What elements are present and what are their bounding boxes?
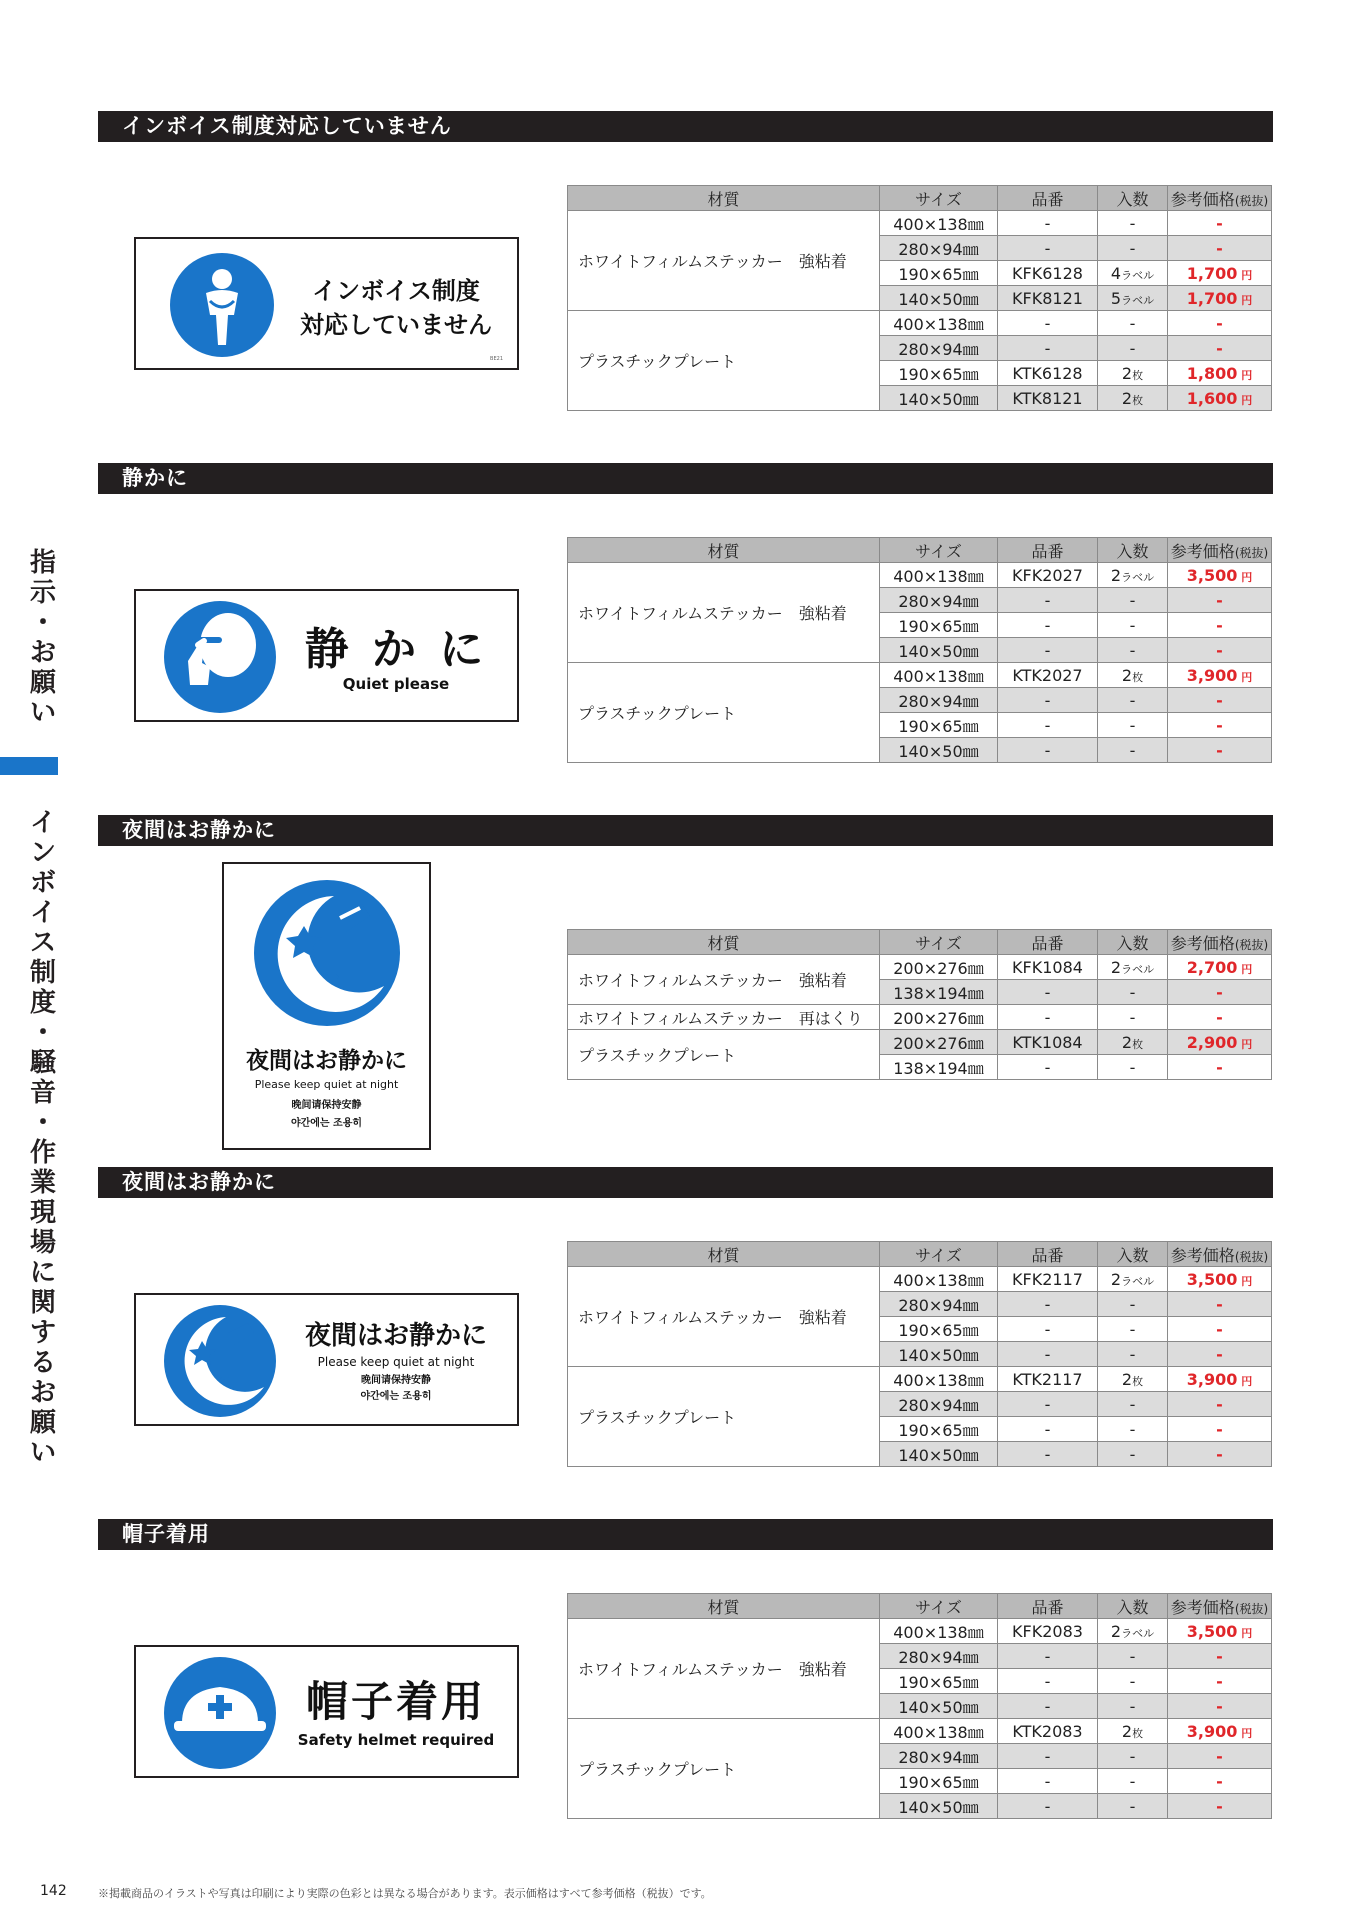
price-cell: 1,800 円 xyxy=(1168,361,1272,386)
side-label-char: ボ xyxy=(29,868,56,898)
sign-line1: インボイス制度 xyxy=(312,277,480,305)
size-cell: 280×94㎜ xyxy=(880,1392,998,1417)
price-cell: - xyxy=(1168,1694,1272,1719)
header-size: サイズ xyxy=(880,1594,998,1619)
quantity-cell: - xyxy=(1098,1744,1168,1769)
quantity-cell: - xyxy=(1098,1694,1168,1719)
quantity-cell: 2枚 xyxy=(1098,361,1168,386)
material-cell: ホワイトフィルムステッカー 強粘着 xyxy=(568,1267,880,1367)
part-number-cell: - xyxy=(998,311,1098,336)
size-cell: 140×50㎜ xyxy=(880,1342,998,1367)
part-number-cell: - xyxy=(998,336,1098,361)
size-cell: 138×194㎜ xyxy=(880,980,998,1005)
price-cell: - xyxy=(1168,211,1272,236)
quantity-cell: - xyxy=(1098,1317,1168,1342)
price-table-helmet xyxy=(567,1593,1272,1819)
section-title-helmet: 帽子着用 xyxy=(98,1519,1273,1550)
sign-line4: 야간에는 조용히 xyxy=(360,1391,432,1402)
side-label-char: ン xyxy=(29,838,56,868)
part-number-cell: - xyxy=(998,236,1098,261)
quantity-cell: 2ラベル xyxy=(1098,563,1168,588)
size-cell: 280×94㎜ xyxy=(880,236,998,261)
side-label-char: イ xyxy=(29,898,56,928)
sign-line1: 静 か に xyxy=(304,624,488,675)
part-number-cell: - xyxy=(998,211,1098,236)
price-cell: - xyxy=(1168,336,1272,361)
size-cell: 190×65㎜ xyxy=(880,713,998,738)
header-quantity: 入数 xyxy=(1098,186,1168,211)
size-cell: 400×138㎜ xyxy=(880,1719,998,1744)
quantity-cell: - xyxy=(1098,613,1168,638)
price-cell: - xyxy=(1168,980,1272,1005)
price-table-invoice xyxy=(567,185,1272,411)
quantity-cell: - xyxy=(1098,1644,1168,1669)
side-label-char: 指 xyxy=(29,548,56,578)
side-label-char: 願 xyxy=(29,668,56,698)
quantity-cell: - xyxy=(1098,211,1168,236)
quantity-cell: - xyxy=(1098,738,1168,763)
side-label-char: 場 xyxy=(29,1228,56,1258)
sign-line2: Quiet please xyxy=(342,675,450,693)
side-label-top xyxy=(28,548,58,728)
quantity-cell: 2ラベル xyxy=(1098,1267,1168,1292)
part-number-cell: - xyxy=(998,738,1098,763)
size-cell: 200×276㎜ xyxy=(880,1005,998,1030)
quantity-cell: - xyxy=(1098,1392,1168,1417)
price-cell: 3,900 円 xyxy=(1168,1719,1272,1744)
header-part-number: 品番 xyxy=(998,1594,1098,1619)
size-cell: 280×94㎜ xyxy=(880,1292,998,1317)
part-number-cell: - xyxy=(998,1744,1098,1769)
page-number: 142 xyxy=(40,1883,67,1899)
side-label-char: お xyxy=(29,1378,56,1408)
header-part-number: 品番 xyxy=(998,186,1098,211)
table-row xyxy=(568,311,1272,336)
sign-line2: Please keep quiet at night xyxy=(254,1078,399,1091)
quantity-cell: - xyxy=(1098,588,1168,613)
price-cell: - xyxy=(1168,738,1272,763)
side-label-char: 願 xyxy=(29,1408,56,1438)
section-title-invoice: インボイス制度対応していません xyxy=(98,111,1273,142)
header-size: サイズ xyxy=(880,186,998,211)
header-quantity: 入数 xyxy=(1098,538,1168,563)
material-cell: ホワイトフィルムステッカー 強粘着 xyxy=(568,1619,880,1719)
part-number-cell: KTK2117 xyxy=(998,1367,1098,1392)
price-cell: - xyxy=(1168,638,1272,663)
sign-line1: 夜間はお静かに xyxy=(304,1321,487,1351)
part-number-cell: - xyxy=(998,1442,1098,1467)
header-price: 参考価格(税抜) xyxy=(1168,1594,1272,1619)
side-label-char: 現 xyxy=(29,1198,56,1228)
size-cell: 140×50㎜ xyxy=(880,1694,998,1719)
size-cell: 400×138㎜ xyxy=(880,311,998,336)
size-cell: 190×65㎜ xyxy=(880,1317,998,1342)
side-label-char: 示 xyxy=(29,578,56,608)
sign-line1: 帽子着用 xyxy=(305,1677,486,1726)
price-cell: - xyxy=(1168,1744,1272,1769)
side-label-char: お xyxy=(29,638,56,668)
size-cell: 280×94㎜ xyxy=(880,336,998,361)
sign-line3: 晚间请保持安静 xyxy=(291,1100,362,1111)
side-label-char: る xyxy=(29,1348,56,1378)
part-number-cell: - xyxy=(998,688,1098,713)
section-title-night-horizontal: 夜間はお静かに xyxy=(98,1167,1273,1198)
header-material: 材質 xyxy=(568,1242,880,1267)
sign-line3: 晚间请保持安静 xyxy=(361,1375,431,1386)
price-cell: - xyxy=(1168,613,1272,638)
table-row xyxy=(568,1719,1272,1744)
material-cell: ホワイトフィルムステッカー 強粘着 xyxy=(568,955,880,1005)
part-number-cell: - xyxy=(998,1005,1098,1030)
size-cell: 200×276㎜ xyxy=(880,955,998,980)
quantity-cell: - xyxy=(1098,1055,1168,1080)
table-header-row xyxy=(568,1242,1272,1267)
quantity-cell: 2枚 xyxy=(1098,1030,1168,1055)
material-cell: プラスチックプレート xyxy=(568,1030,880,1080)
size-cell: 190×65㎜ xyxy=(880,261,998,286)
size-cell: 200×276㎜ xyxy=(880,1030,998,1055)
table-header-row xyxy=(568,538,1272,563)
part-number-cell: - xyxy=(998,1694,1098,1719)
part-number-cell: - xyxy=(998,1342,1098,1367)
sign-helmet xyxy=(134,1645,519,1778)
quantity-cell: - xyxy=(1098,1442,1168,1467)
helmet-icon xyxy=(164,1657,276,1769)
header-quantity: 入数 xyxy=(1098,1242,1168,1267)
price-cell: - xyxy=(1168,713,1272,738)
header-price: 参考価格(税抜) xyxy=(1168,538,1272,563)
moon-shush-icon xyxy=(164,1305,276,1417)
size-cell: 400×138㎜ xyxy=(880,1367,998,1392)
size-cell: 190×65㎜ xyxy=(880,1417,998,1442)
size-cell: 280×94㎜ xyxy=(880,588,998,613)
header-size: サイズ xyxy=(880,538,998,563)
table-row xyxy=(568,1367,1272,1392)
sign-quiet xyxy=(134,589,519,722)
price-cell: - xyxy=(1168,236,1272,261)
price-cell: - xyxy=(1168,588,1272,613)
part-number-cell: - xyxy=(998,1669,1098,1694)
part-number-cell: KTK1084 xyxy=(998,1030,1098,1055)
material-cell: プラスチックプレート xyxy=(568,1367,880,1467)
price-cell: 3,900 円 xyxy=(1168,1367,1272,1392)
part-number-cell: - xyxy=(998,1644,1098,1669)
quantity-cell: - xyxy=(1098,1292,1168,1317)
size-cell: 400×138㎜ xyxy=(880,563,998,588)
quantity-cell: 2ラベル xyxy=(1098,1619,1168,1644)
side-marker xyxy=(0,757,58,775)
part-number-cell: KFK1084 xyxy=(998,955,1098,980)
price-table-night-horizontal xyxy=(567,1241,1272,1467)
price-cell: - xyxy=(1168,688,1272,713)
price-cell: - xyxy=(1168,311,1272,336)
side-label-char: い xyxy=(29,698,56,728)
price-table-quiet xyxy=(567,537,1272,763)
size-cell: 190×65㎜ xyxy=(880,1669,998,1694)
sign-night-horizontal xyxy=(134,1293,519,1426)
part-number-cell: - xyxy=(998,980,1098,1005)
part-number-cell: - xyxy=(998,713,1098,738)
side-label-char: 音 xyxy=(29,1078,56,1108)
header-part-number: 品番 xyxy=(998,538,1098,563)
header-price: 参考価格(税抜) xyxy=(1168,186,1272,211)
quantity-cell: - xyxy=(1098,1769,1168,1794)
price-cell: 3,500 円 xyxy=(1168,1619,1272,1644)
price-cell: 1,700 円 xyxy=(1168,286,1272,311)
price-cell: 3,500 円 xyxy=(1168,1267,1272,1292)
side-label-char: 業 xyxy=(29,1168,56,1198)
person-bow-icon xyxy=(170,253,274,357)
table-row xyxy=(568,211,1272,236)
sign-line1: 夜間はお静かに xyxy=(246,1048,407,1074)
price-cell: - xyxy=(1168,1055,1272,1080)
quantity-cell: - xyxy=(1098,336,1168,361)
side-label-char: に xyxy=(29,1258,56,1288)
part-number-cell: KTK6128 xyxy=(998,361,1098,386)
part-number-cell: - xyxy=(998,1055,1098,1080)
size-cell: 280×94㎜ xyxy=(880,1744,998,1769)
part-number-cell: - xyxy=(998,588,1098,613)
size-cell: 140×50㎜ xyxy=(880,738,998,763)
size-cell: 140×50㎜ xyxy=(880,386,998,411)
part-number-cell: KTK2027 xyxy=(998,663,1098,688)
part-number-cell: KFK2117 xyxy=(998,1267,1098,1292)
price-cell: 2,900 円 xyxy=(1168,1030,1272,1055)
size-cell: 400×138㎜ xyxy=(880,211,998,236)
table-header-row xyxy=(568,930,1272,955)
header-size: サイズ xyxy=(880,930,998,955)
price-cell: - xyxy=(1168,1442,1272,1467)
price-table-night-vertical xyxy=(567,929,1272,1080)
size-cell: 400×138㎜ xyxy=(880,663,998,688)
size-cell: 140×50㎜ xyxy=(880,638,998,663)
header-material: 材質 xyxy=(568,930,880,955)
side-label-char: 作 xyxy=(29,1138,56,1168)
part-number-cell: KTK8121 xyxy=(998,386,1098,411)
quantity-cell: - xyxy=(1098,1669,1168,1694)
price-cell: 3,500 円 xyxy=(1168,563,1272,588)
quantity-cell: 2枚 xyxy=(1098,1367,1168,1392)
section-title-night-vertical: 夜間はお静かに xyxy=(98,815,1273,846)
part-number-cell: - xyxy=(998,1769,1098,1794)
quantity-cell: - xyxy=(1098,1417,1168,1442)
material-cell: ホワイトフィルムステッカー 強粘着 xyxy=(568,211,880,311)
part-number-cell: - xyxy=(998,1392,1098,1417)
price-cell: 3,900 円 xyxy=(1168,663,1272,688)
size-cell: 190×65㎜ xyxy=(880,613,998,638)
shush-icon xyxy=(164,601,276,713)
header-price: 参考価格(税抜) xyxy=(1168,1242,1272,1267)
header-quantity: 入数 xyxy=(1098,1594,1168,1619)
part-number-cell: - xyxy=(998,1417,1098,1442)
price-cell: - xyxy=(1168,1644,1272,1669)
quantity-cell: - xyxy=(1098,236,1168,261)
part-number-cell: KTK2083 xyxy=(998,1719,1098,1744)
size-cell: 400×138㎜ xyxy=(880,1619,998,1644)
quantity-cell: 2枚 xyxy=(1098,1719,1168,1744)
part-number-cell: - xyxy=(998,613,1098,638)
table-row xyxy=(568,563,1272,588)
price-cell: - xyxy=(1168,1769,1272,1794)
quantity-cell: - xyxy=(1098,713,1168,738)
sign-line4: 야간에는 조용히 xyxy=(290,1118,363,1129)
quantity-cell: - xyxy=(1098,980,1168,1005)
size-cell: 280×94㎜ xyxy=(880,688,998,713)
table-row xyxy=(568,663,1272,688)
size-cell: 190×65㎜ xyxy=(880,361,998,386)
side-label-char: ・ xyxy=(29,608,56,638)
part-number-cell: - xyxy=(998,1317,1098,1342)
quantity-cell: 2枚 xyxy=(1098,386,1168,411)
price-cell: - xyxy=(1168,1392,1272,1417)
sign-line2: Safety helmet required xyxy=(297,1731,495,1749)
side-label-char: 制 xyxy=(29,958,56,988)
material-cell: ホワイトフィルムステッカー 再はくり xyxy=(568,1005,880,1030)
side-label-char: ・ xyxy=(29,1018,56,1048)
price-cell: - xyxy=(1168,1005,1272,1030)
sign-invoice xyxy=(134,237,519,370)
sign-night-vertical xyxy=(222,862,431,1150)
quantity-cell: - xyxy=(1098,311,1168,336)
part-number-cell: KFK2083 xyxy=(998,1619,1098,1644)
footer-note: ※掲載商品のイラストや写真は印刷により実際の色彩とは異なる場合があります。表示価格はすべて参考価格（税抜）です。 xyxy=(98,1887,712,1900)
header-material: 材質 xyxy=(568,1594,880,1619)
price-cell: - xyxy=(1168,1669,1272,1694)
table-row xyxy=(568,1005,1272,1030)
side-label-char: い xyxy=(29,1438,56,1468)
quantity-cell: 4ラベル xyxy=(1098,261,1168,286)
material-cell: プラスチックプレート xyxy=(568,311,880,411)
table-row xyxy=(568,1030,1272,1055)
price-cell: - xyxy=(1168,1317,1272,1342)
header-quantity: 入数 xyxy=(1098,930,1168,955)
side-label-bottom xyxy=(28,808,58,1468)
quantity-cell: - xyxy=(1098,1005,1168,1030)
part-number-cell: - xyxy=(998,1794,1098,1819)
sign-line2: Please keep quiet at night xyxy=(317,1355,475,1369)
price-cell: - xyxy=(1168,1342,1272,1367)
header-size: サイズ xyxy=(880,1242,998,1267)
table-row xyxy=(568,955,1272,980)
table-header-row xyxy=(568,186,1272,211)
size-cell: 140×50㎜ xyxy=(880,1442,998,1467)
part-number-cell: - xyxy=(998,638,1098,663)
side-label-char: ・ xyxy=(29,1108,56,1138)
quantity-cell: - xyxy=(1098,638,1168,663)
header-price: 参考価格(税抜) xyxy=(1168,930,1272,955)
quantity-cell: - xyxy=(1098,1342,1168,1367)
quantity-cell: 5ラベル xyxy=(1098,286,1168,311)
part-number-cell: KFK8121 xyxy=(998,286,1098,311)
quantity-cell: 2ラベル xyxy=(1098,955,1168,980)
table-row xyxy=(568,1267,1272,1292)
side-label-char: す xyxy=(29,1318,56,1348)
side-label-char: ス xyxy=(29,928,56,958)
price-cell: - xyxy=(1168,1794,1272,1819)
sign-line2: 対応していません xyxy=(300,311,492,339)
price-cell: 1,600 円 xyxy=(1168,386,1272,411)
material-cell: プラスチックプレート xyxy=(568,663,880,763)
side-label-char: 度 xyxy=(29,988,56,1018)
material-cell: ホワイトフィルムステッカー 強粘着 xyxy=(568,563,880,663)
part-number-cell: KFK2027 xyxy=(998,563,1098,588)
part-number-cell: KFK6128 xyxy=(998,261,1098,286)
price-cell: 1,700 円 xyxy=(1168,261,1272,286)
price-cell: - xyxy=(1168,1292,1272,1317)
header-part-number: 品番 xyxy=(998,1242,1098,1267)
material-cell: プラスチックプレート xyxy=(568,1719,880,1819)
size-cell: 140×50㎜ xyxy=(880,1794,998,1819)
size-cell: 400×138㎜ xyxy=(880,1267,998,1292)
header-material: 材質 xyxy=(568,538,880,563)
size-cell: 190×65㎜ xyxy=(880,1769,998,1794)
size-cell: 280×94㎜ xyxy=(880,1644,998,1669)
table-row xyxy=(568,1619,1272,1644)
price-cell: - xyxy=(1168,1417,1272,1442)
moon-shush-icon xyxy=(254,880,400,1026)
size-cell: 140×50㎜ xyxy=(880,286,998,311)
header-material: 材質 xyxy=(568,186,880,211)
sign-code: BE21 xyxy=(490,356,503,362)
price-cell: 2,700 円 xyxy=(1168,955,1272,980)
quantity-cell: 2枚 xyxy=(1098,663,1168,688)
side-label-char: 関 xyxy=(29,1288,56,1318)
side-label-char: 騒 xyxy=(29,1048,56,1078)
header-part-number: 品番 xyxy=(998,930,1098,955)
part-number-cell: - xyxy=(998,1292,1098,1317)
quantity-cell: - xyxy=(1098,688,1168,713)
size-cell: 138×194㎜ xyxy=(880,1055,998,1080)
section-title-quiet: 静かに xyxy=(98,463,1273,494)
quantity-cell: - xyxy=(1098,1794,1168,1819)
side-label-char: イ xyxy=(29,808,56,838)
table-header-row xyxy=(568,1594,1272,1619)
